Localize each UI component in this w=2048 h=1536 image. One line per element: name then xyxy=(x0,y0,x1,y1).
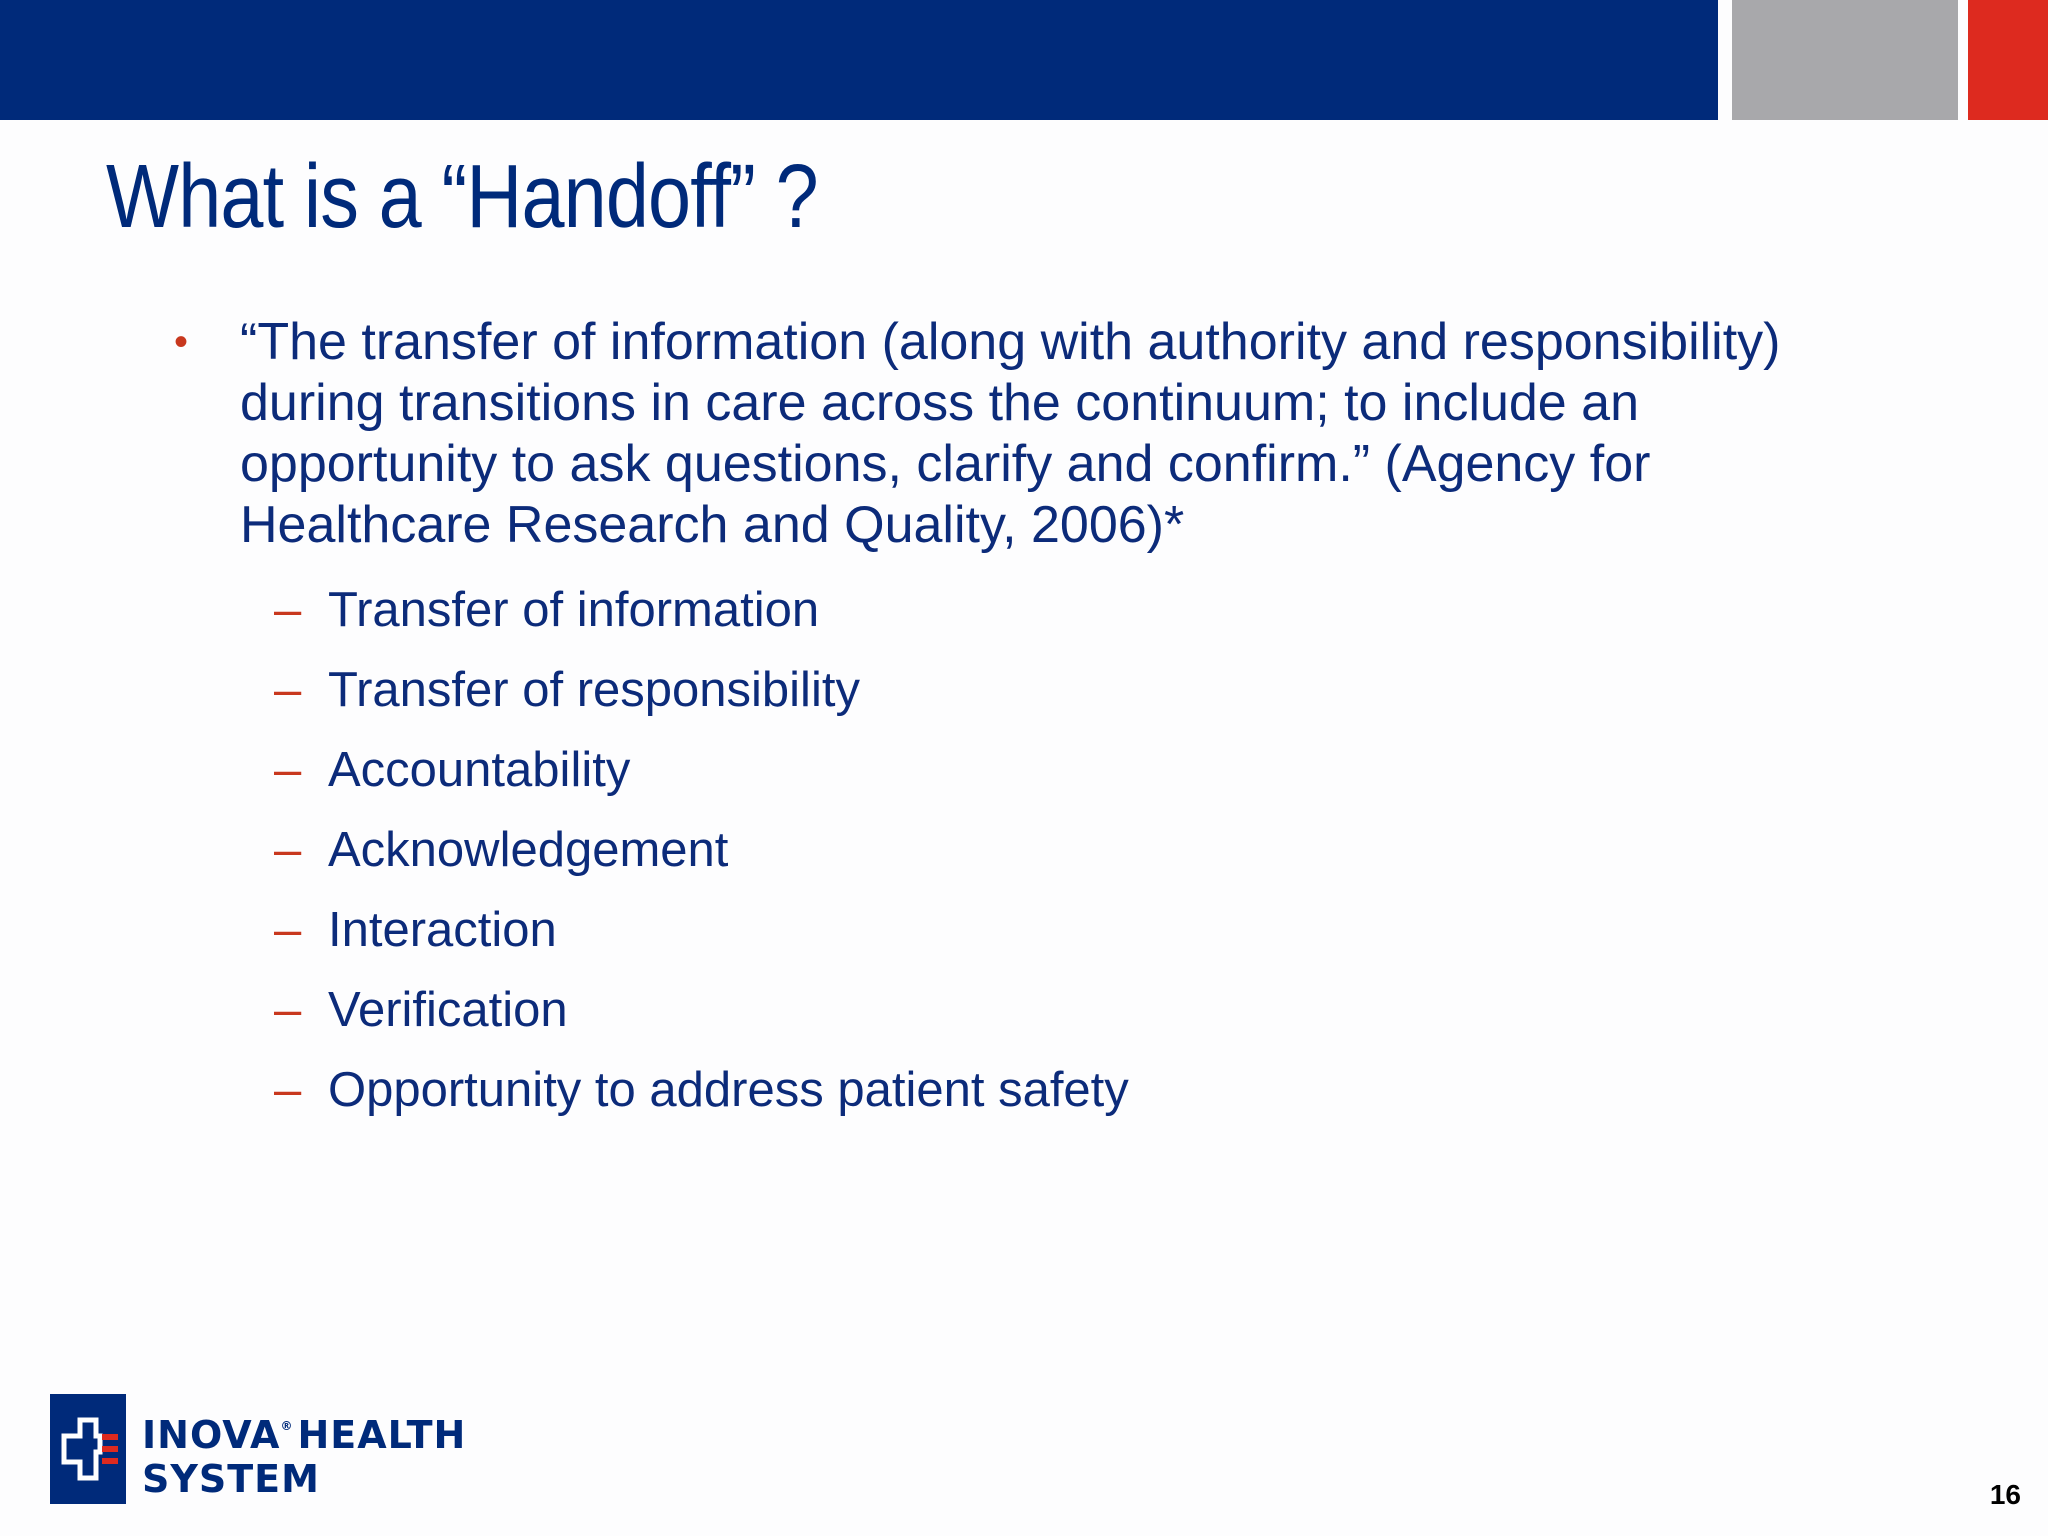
dash-marker: – xyxy=(274,743,302,797)
header-bar-red xyxy=(1968,0,2048,120)
inova-logo xyxy=(50,1394,470,1504)
sub-bullet-text: Acknowledgement xyxy=(328,823,729,877)
header-bar-gray xyxy=(1732,0,1958,120)
slide-title: What is a “Handoff” ? xyxy=(106,147,818,247)
sub-bullet-text: Interaction xyxy=(328,903,557,957)
logo-trademark: ® xyxy=(280,1419,294,1433)
logo-wordmark xyxy=(142,1404,466,1501)
sub-bullet-text: Transfer of information xyxy=(328,583,820,637)
sub-bullet-item xyxy=(170,890,1850,970)
logo-line2: SYSTEM xyxy=(142,1457,320,1501)
inova-cross-icon xyxy=(50,1394,126,1504)
sub-bullet-text: Transfer of responsibility xyxy=(328,663,860,717)
logo-line1b: HEALTH xyxy=(297,1413,467,1457)
sub-bullet-text: Accountability xyxy=(328,743,631,797)
dash-marker: – xyxy=(274,1063,302,1117)
dash-marker: – xyxy=(274,583,302,637)
main-bullet-text: “The transfer of information (along with authority and responsibility) during transitions in care across the continuum; to include an opportunity to ask questions, clarify and confirm.” (Agency for Healthcare Research and Quality, 2006)* xyxy=(240,313,1781,554)
sub-bullet-text: Verification xyxy=(328,983,568,1037)
dash-marker: – xyxy=(274,983,302,1037)
sub-bullet-item xyxy=(170,650,1850,730)
dash-marker: – xyxy=(274,903,302,957)
sub-bullet-item xyxy=(170,570,1850,650)
main-bullet xyxy=(170,312,1820,556)
slide-content xyxy=(170,312,1850,1130)
sub-bullet-item xyxy=(170,970,1850,1050)
sub-bullet-item xyxy=(170,1050,1850,1130)
page-number: 16 xyxy=(1989,1479,2021,1510)
dash-marker: – xyxy=(274,663,302,717)
sub-bullet-item xyxy=(170,810,1850,890)
bullet-marker: • xyxy=(174,320,189,364)
logo-line1: INOVA xyxy=(142,1413,281,1457)
header-bar-blue xyxy=(0,0,1718,120)
sub-bullet-item xyxy=(170,730,1850,810)
sub-bullet-text: Opportunity to address patient safety xyxy=(328,1063,1129,1117)
dash-marker: – xyxy=(274,823,302,877)
sub-bullet-list xyxy=(170,570,1850,1130)
